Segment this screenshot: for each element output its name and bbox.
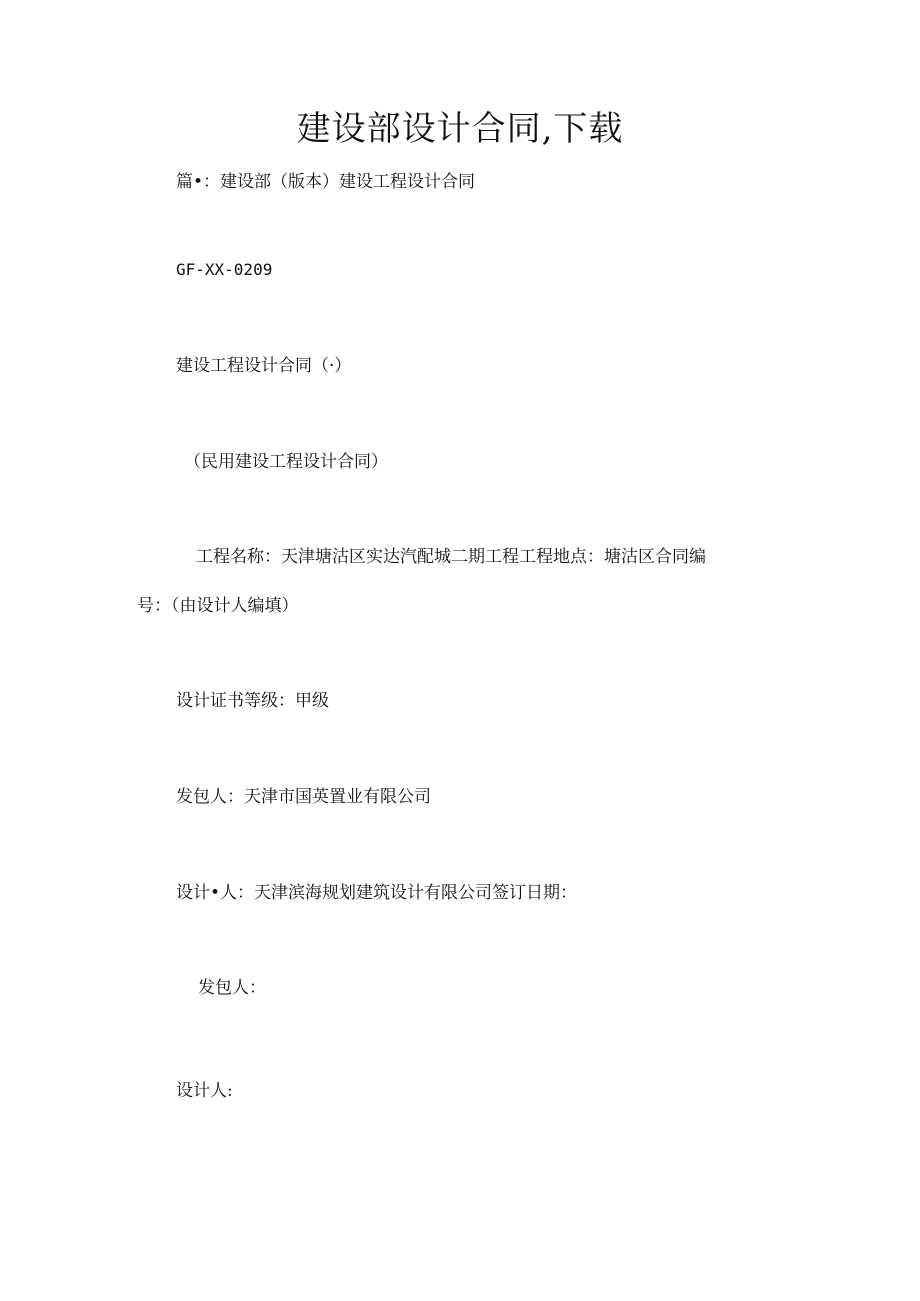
project-info-line-2: 号：（由设计人编填） — [137, 596, 299, 616]
document-title: 建设部设计合同,下载 — [296, 109, 624, 149]
project-info-line-1: 工程名称：天津塘沽区实达汽配城二期工程工程地点：塘沽区合同编 — [196, 547, 706, 567]
designer-signature: 设计人: — [176, 1081, 233, 1101]
contract-name: 建设工程设计合同（·） — [176, 356, 352, 376]
document-subtitle: 篇•：建设部（版本）建设工程设计合同 — [176, 172, 476, 192]
contract-code: GF-XX-0209 — [176, 260, 273, 279]
client-signature: 发包人： — [198, 978, 266, 998]
client-party: 发包人：天津市国英置业有限公司 — [176, 787, 431, 807]
certificate-grade: 设计证书等级：甲级 — [176, 691, 329, 711]
contract-type: （民用建设工程设计合同） — [184, 452, 388, 472]
designer-party: 设计•人：天津滨海规划建筑设计有限公司签订日期： — [176, 883, 578, 903]
